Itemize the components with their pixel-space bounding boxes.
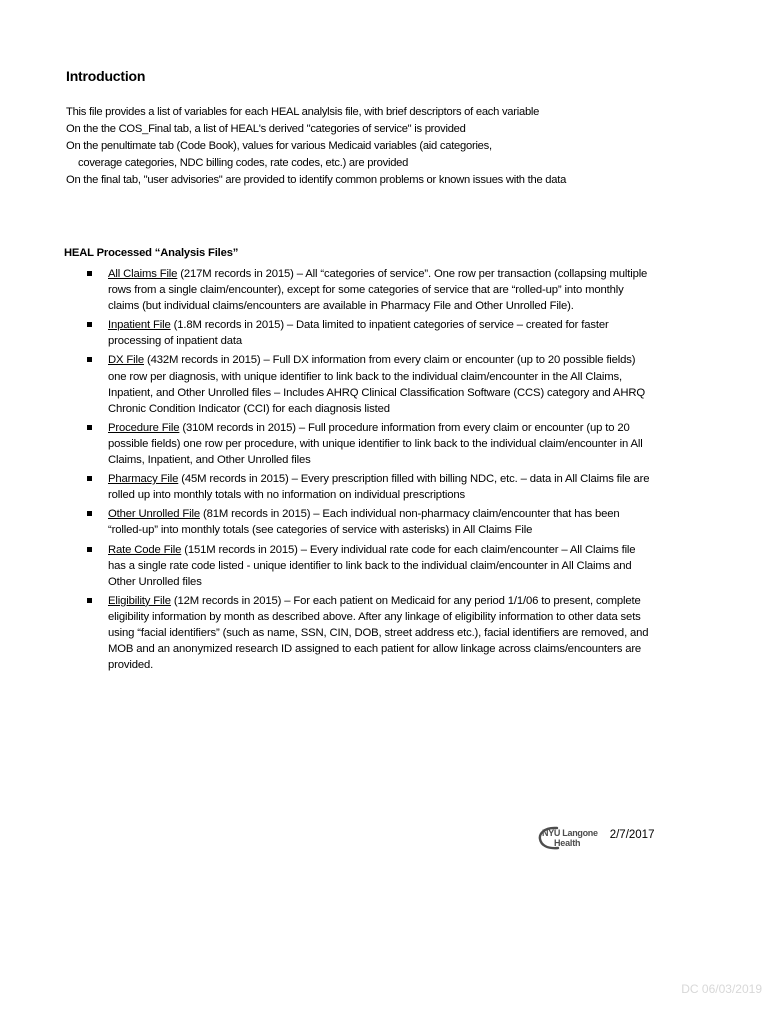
file-name: Rate Code File [108, 543, 182, 556]
bullet-icon [87, 476, 92, 481]
list-item [84, 352, 654, 416]
intro-line: On the penultimate tab (Code Book), values for various Medicaid variables (aid categories, [66, 140, 492, 153]
bullet-icon [87, 511, 92, 516]
footer-date: 2/7/2017 [609, 829, 655, 841]
list-item [84, 266, 654, 314]
intro-line: On the final tab, "user advisories" are provided to identify common problems or known issues with the data [66, 174, 567, 187]
file-description: (1.8M records in 2015) – Data limited to inpatient categories of service – created for faster processing of inpatient data [108, 319, 609, 348]
file-description: (217M records in 2015) – All “categories of service”. One row per transaction (collapsing multiple rows from a single claim/encounter), except for some categories of service that are “rolled-up” into monthly claims (but individual claims/encounters are available in Pharmacy File and Other Unrolled File). [108, 268, 648, 313]
intro-paragraph [66, 104, 706, 189]
logo-line2: Health [554, 838, 581, 848]
bullet-icon [87, 322, 92, 327]
bullet-icon [87, 547, 92, 552]
file-name: DX File [108, 354, 144, 367]
date-stamp: DC 06/03/2019 [681, 982, 762, 996]
analysis-files-heading: HEAL Processed “Analysis Files” [64, 247, 239, 259]
file-name: Pharmacy File [108, 473, 179, 486]
list-item [84, 317, 654, 349]
bullet-icon [87, 425, 92, 430]
file-description: (45M records in 2015) – Every prescription filled with billing NDC, etc. – data in All Claims file are rolled up into monthly totals with no information on individual prescriptions [108, 473, 650, 502]
intro-line: This file provides a list of variables for each HEAL analylsis file, with brief descriptors of each variable [66, 106, 540, 118]
footer [538, 823, 654, 853]
file-description: (432M records in 2015) – Full DX information from every claim or encounter (up to 20 possible fields) one row per diagnosis, with unique identifier to link back to the individual claim/encounter in the All Claims, Inpatient, and Other Unrolled files – Includes AHRQ Clinical Classification Software (CCS) category and AHRQ Chronic Condition Indicator (CCI) for each diagnosis listed [108, 354, 645, 415]
intro-line: On the the COS_Final tab, a list of HEAL's derived "categories of service" is provided [66, 123, 466, 136]
bullet-icon [87, 271, 92, 276]
file-description: (310M records in 2015) – Full procedure information from every claim or encounter (up to 20 possible fields) one row per procedure, with unique identifier to link back to the individual claim/encounter in All Claims, Inpatient, and Other Unrolled files [108, 421, 643, 467]
list-item [84, 471, 654, 503]
list-item [84, 593, 654, 673]
file-name: Eligibility File [108, 594, 171, 607]
logo-line1: NYU Langone [542, 828, 598, 838]
bullet-icon [87, 598, 92, 603]
file-name: Inpatient File [108, 319, 171, 332]
file-name: Procedure File [108, 421, 180, 434]
list-item [84, 542, 654, 590]
file-description: (151M records in 2015) – Every individual rate code for each claim/encounter – All Claims file has a single rate code listed - unique identifier to link back to the individual claim/encounter in All Claims and Other Unrolled files [108, 543, 636, 588]
logo-wordmark [542, 828, 598, 848]
file-description: (12M records in 2015) – For each patient on Medicaid for any period 1/1/06 to present, complete eligibility information by month as described above. After any linkage of eligibility information to other data sets using “facial identifiers” (such as name, SSN, CIN, DOB, street address etc.), facial identifiers are removed, and MOB and an anonymized research ID assigned to each patient for allow linkage across claims/encounters are provided. [108, 594, 649, 672]
analysis-files-list [84, 266, 654, 676]
file-name: Other Unrolled File [108, 508, 200, 521]
list-item [84, 506, 654, 538]
intro-line: coverage categories, NDC billing codes, rate codes, etc.) are provided [78, 157, 409, 170]
intro-heading: Introduction [66, 68, 146, 84]
bullet-icon [87, 357, 92, 362]
file-description: (81M records in 2015) – Each individual non-pharmacy claim/encounter that has been “rolled-up” into monthly totals (see categories of service with asterisks) in All Claims File [108, 508, 620, 537]
file-name: All Claims File [108, 268, 178, 280]
list-item [84, 420, 654, 468]
nyu-langone-logo [538, 824, 598, 852]
